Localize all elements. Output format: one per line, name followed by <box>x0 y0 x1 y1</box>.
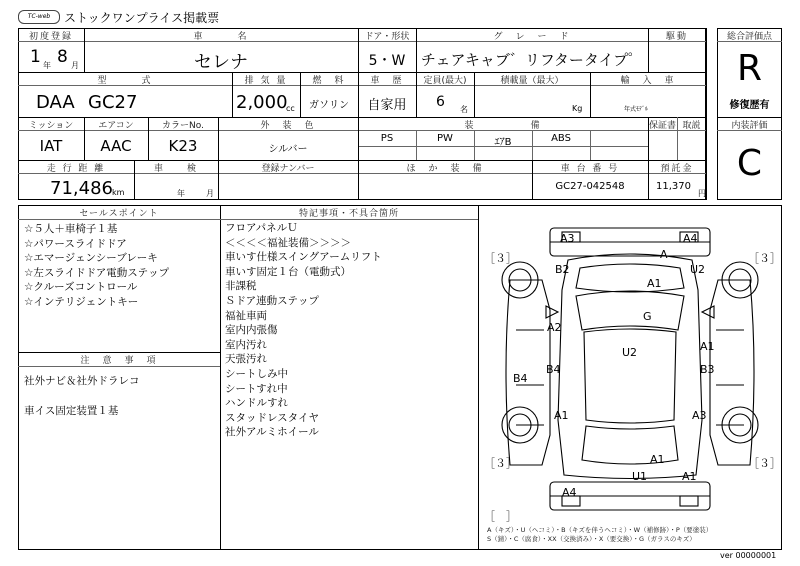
capacity-unit: 名 <box>460 105 468 114</box>
aircon-value: AAC <box>100 137 132 155</box>
list-item: ＜＜＜＜福祉装備＞＞＞＞ <box>225 236 351 249</box>
damage-mark: A1 <box>647 277 662 290</box>
list-item: 室内内張傷 <box>225 324 278 337</box>
mileage-value: 71,486 <box>50 178 113 199</box>
label-warranty: 保証書 <box>648 121 676 131</box>
equipment-abs: ABS <box>551 133 571 144</box>
label-manual: 取説 <box>682 121 701 131</box>
first-reg-year: 1 <box>30 47 41 67</box>
tire-mark-front-left: ［３］ <box>484 252 517 265</box>
sales-points-list <box>24 222 169 310</box>
car-damage-diagram <box>480 220 780 520</box>
damage-mark: U1 <box>632 470 648 483</box>
history-value: 自家用 <box>367 98 407 113</box>
model-code: GC27 <box>88 92 138 113</box>
first-reg-month-unit: 月 <box>71 61 79 70</box>
interior-rating-value: C <box>736 143 763 184</box>
list-item: ☆パワースライドドア <box>24 237 127 250</box>
list-item: ☆クルーズコントロール <box>24 281 138 294</box>
price-unit: 円 <box>698 189 706 198</box>
damage-mark: A2 <box>547 321 562 334</box>
damage-mark: U2 <box>690 263 706 276</box>
label-equipment: 装 備 <box>464 121 542 131</box>
label-overall-rating: 総合評価点 <box>726 32 772 42</box>
list-item: ☆エマージェンシーブレーキ <box>24 252 158 265</box>
overall-rating-value: R <box>736 48 762 89</box>
label-mission: ミッション <box>28 121 74 131</box>
overall-rating-note: 修復歴有 <box>729 100 770 111</box>
label-import: 輸 入 車 <box>620 76 676 86</box>
tire-mark-rear-right: ［３］ <box>748 457 781 470</box>
label-sales-points: セールスポイント <box>79 209 159 219</box>
label-special-notes: 特記事項・不具合箇所 <box>298 209 399 219</box>
equipment-pw: PW <box>437 133 453 144</box>
list-item: Ｓドア連動ステップ <box>225 294 319 307</box>
list-item: シートすれ中 <box>225 382 288 395</box>
car-name-value: セレナ <box>194 52 248 73</box>
cautions-list <box>24 374 140 419</box>
inspection-month-unit: 月 <box>206 189 214 198</box>
load-unit: Kg <box>572 104 583 113</box>
label-car-name: 車 名 <box>193 32 249 42</box>
list-item: 非課税 <box>225 280 257 293</box>
list-item <box>24 389 140 404</box>
label-mileage: 走 行 距 離 <box>46 164 106 174</box>
label-chassis-number: 車 台 番 号 <box>560 164 620 174</box>
first-reg-year-unit: 年 <box>43 61 51 70</box>
damage-mark: B2 <box>555 263 570 276</box>
damage-mark: B3 <box>700 363 715 376</box>
damage-mark: U2 <box>622 346 638 359</box>
damage-legend <box>487 526 712 544</box>
label-displacement: 排 気 量 <box>244 76 288 86</box>
list-item: シートしみ中 <box>225 367 288 380</box>
list-item: 福祉車両 <box>225 309 267 322</box>
damage-mark: B4 <box>513 372 528 385</box>
list-item: 室内汚れ <box>225 338 267 351</box>
label-capacity: 定員(最大) <box>423 76 467 86</box>
label-inspection: 車 検 <box>153 164 198 174</box>
version-label: ver 00000001 <box>720 551 777 560</box>
label-estimated-price: 預託金 <box>660 164 694 174</box>
mission-value: IAT <box>39 137 63 155</box>
list-item: ハンドルすれ <box>225 397 288 410</box>
label-cautions: 注 意 事 項 <box>80 356 158 366</box>
inspection-year-unit: 年 <box>177 189 185 198</box>
label-color-no: カラーNo. <box>162 121 204 131</box>
damage-mark: A1 <box>650 453 665 466</box>
label-fuel: 燃 料 <box>312 76 346 86</box>
label-grade: グ レ ー ド <box>493 32 571 42</box>
capacity-value: 6 <box>436 94 445 110</box>
page-title: ストックワンプライス掲載票 <box>64 11 220 25</box>
label-history: 車 歴 <box>370 76 404 86</box>
equipment-ps: PS <box>380 133 394 144</box>
damage-mark: A4 <box>683 232 698 245</box>
mileage-unit: km <box>112 188 125 197</box>
color-no-value: K23 <box>168 137 198 155</box>
list-item: 社外アルミホイール <box>225 426 319 439</box>
list-item: スタッドレスタイヤ <box>225 411 319 424</box>
special-notes-list <box>225 221 382 440</box>
chassis-number-value: GC27-042548 <box>555 181 625 192</box>
exterior-color-value: シルバー <box>268 144 308 155</box>
label-exterior-color: 外 装 色 <box>260 121 316 131</box>
displacement-unit: cc <box>286 104 295 113</box>
model-prefix: DAA <box>36 92 75 113</box>
damage-mark: A1 <box>700 340 715 353</box>
damage-mark: A1 <box>554 409 569 422</box>
list-item: 天張汚れ <box>225 353 267 366</box>
damage-mark: B4 <box>546 363 561 376</box>
door-type-value: 5・W <box>368 53 406 69</box>
label-door-type: ドア・形状 <box>364 32 410 42</box>
legend-line: S（錆）・C（腐食）・XX（交換済み）・X（要交換）・G（ガラスのキズ） <box>487 535 696 543</box>
label-interior-rating: 内装評価 <box>731 121 768 131</box>
label-reg-number: 登録ナンバー <box>261 164 315 174</box>
damage-mark: A <box>660 248 668 261</box>
label-aircon: エアコン <box>98 121 134 131</box>
list-item: 車イス固定装置１基 <box>24 405 119 417</box>
estimated-price-value: 11,370 <box>656 181 691 192</box>
damage-mark: A3 <box>560 232 575 245</box>
logo: TC-web <box>18 10 60 24</box>
first-reg-month: 8 <box>57 47 68 67</box>
grade-value: チェアキャブ゛リフタータイプ゜ <box>420 51 644 69</box>
damage-mark: G <box>643 310 652 323</box>
label-first-reg: 初度登録 <box>28 32 73 42</box>
label-drive: 駆動 <box>665 32 688 42</box>
list-item: フロアパネルＵ <box>225 222 298 234</box>
fuel-value: ガソリン <box>309 100 349 111</box>
list-item: ☆左スライドドア電動ステップ <box>24 266 170 279</box>
list-item: 社外ナビ＆社外ドラレコ <box>24 375 140 387</box>
equipment-airbag: ｴｱB <box>494 137 512 148</box>
tire-mark-rear-left: ［３］ <box>484 457 517 470</box>
list-item: ☆インテリジェントキー <box>24 295 139 308</box>
list-item: 車いす固定１台（電動式） <box>225 265 351 278</box>
label-load: 積載量（最大） <box>500 76 564 86</box>
damage-mark: A3 <box>692 409 707 422</box>
tire-mark-spare: ［ ］ <box>484 510 517 523</box>
label-other-equipment: ほ か 装 備 <box>406 164 484 174</box>
damage-mark: A4 <box>562 486 577 499</box>
import-note: 年式ﾓﾃﾞﾙ <box>624 106 649 113</box>
damage-mark: A1 <box>682 470 697 483</box>
displacement-value: 2,000 <box>236 92 288 113</box>
legend-line: A（キズ）・U（ヘコミ）・B（キズを伴うヘコミ）・W（補修跡）・P（要塗装） <box>487 526 713 534</box>
list-item: ☆５人＋車椅子１基 <box>24 223 118 235</box>
tire-mark-front-right: ［３］ <box>748 252 781 265</box>
list-item: 車いす仕様スイングアームリフト <box>225 251 382 264</box>
label-model: 型 式 <box>97 76 153 86</box>
